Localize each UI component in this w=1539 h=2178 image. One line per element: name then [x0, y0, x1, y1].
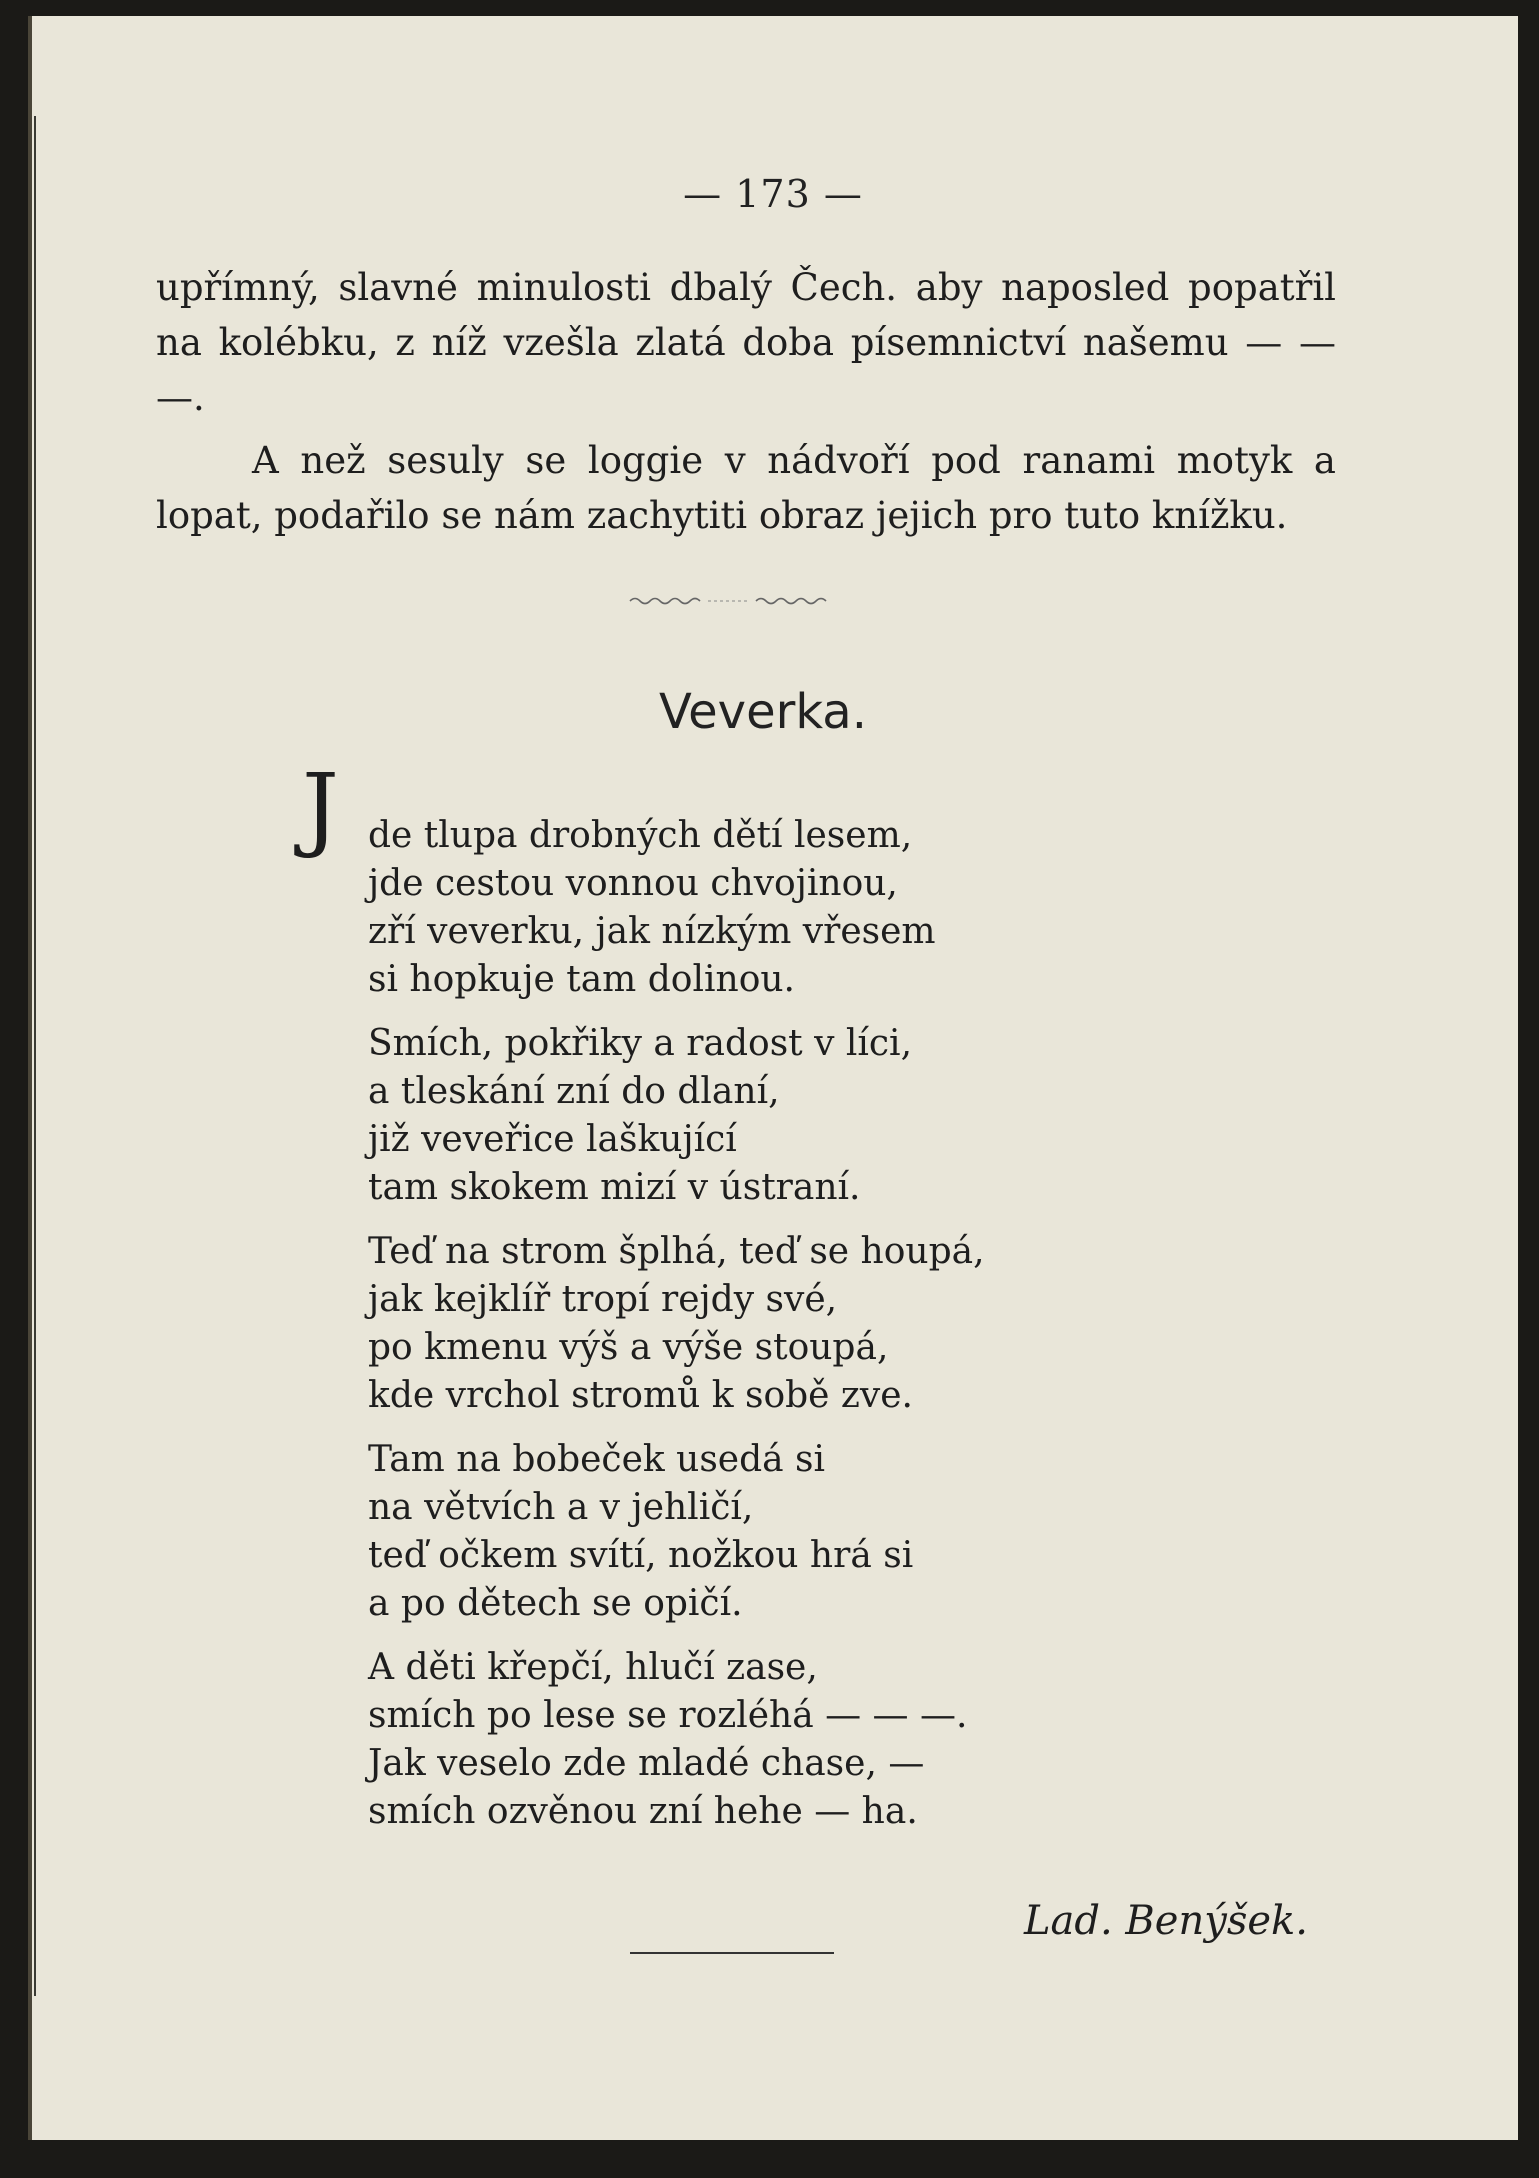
poem-verse: teď očkem svítí, nožkou hrá si: [368, 1535, 914, 1576]
poem-verse: smích ozvěnou zní hehe — ha.: [368, 1791, 918, 1832]
poem-verse: zří veverku, jak nízkým vřesem: [368, 911, 936, 952]
poem-verse: smích po lese se rozléhá — — —.: [368, 1695, 968, 1736]
page-number: — 173 —: [683, 172, 863, 216]
poem-verse: tam skokem mizí v ústraní.: [368, 1167, 861, 1208]
poem-body: [368, 812, 1188, 1852]
poem-verse: si hopkuje tam dolinou.: [368, 959, 795, 1000]
page-edge: [28, 16, 32, 2140]
section-divider-ornament: [628, 594, 838, 608]
poem-verse: Tam na bobeček usedá si: [368, 1439, 826, 1480]
poem-author: Lad. Benýšek.: [1023, 1898, 1308, 1944]
poem-verse: jde cestou vonnou chvojinou,: [368, 863, 898, 904]
book-page: [28, 16, 1518, 2140]
poem-verse: již veveřice laškující: [368, 1119, 737, 1160]
end-rule: [630, 1952, 834, 1954]
drop-cap: J: [302, 754, 339, 861]
poem-verse: na větvích a v jehličí,: [368, 1487, 754, 1528]
poem-stanza: [368, 1436, 1188, 1628]
poem-verse: a tleskání zní do dlaní,: [368, 1071, 780, 1112]
poem-verse: kde vrchol stromů k sobě zve.: [368, 1375, 913, 1416]
prose-block: [156, 260, 1336, 543]
poem-verse: a po dětech se opičí.: [368, 1583, 743, 1624]
poem-verse: Smích, pokřiky a radost v líci,: [368, 1023, 913, 1064]
binding-line: [34, 116, 36, 1996]
poem-verse: A děti křepčí, hlučí zase,: [368, 1647, 818, 1688]
poem-stanza: [368, 812, 1188, 1004]
prose-paragraph-2: A než sesuly se loggie v nádvoří pod ranami motyk a lopat, podařilo se nám zachytiti obraz jejich pro tuto knížku.: [156, 439, 1336, 537]
prose-paragraph-1: upřímný, slavné minulosti dbalý Čech. aby naposled popatřil na kolébku, z níž vzešla zlatá doba písemnictví našemu — — —.: [156, 266, 1336, 419]
poem-verse: de tlupa drobných dětí lesem,: [368, 815, 913, 856]
poem-stanza: [368, 1644, 1188, 1836]
poem-verse: Jak veselo zde mladé chase, —: [368, 1743, 925, 1784]
poem-title: Veverka.: [659, 684, 867, 740]
poem-verse: po kmenu výš a výše stoupá,: [368, 1327, 889, 1368]
poem-verse: jak kejklíř tropí rejdy své,: [368, 1279, 838, 1320]
poem-stanza: [368, 1228, 1188, 1420]
poem-verse: Teď na strom šplhá, teď se houpá,: [368, 1231, 985, 1272]
poem-stanza: [368, 1020, 1188, 1212]
